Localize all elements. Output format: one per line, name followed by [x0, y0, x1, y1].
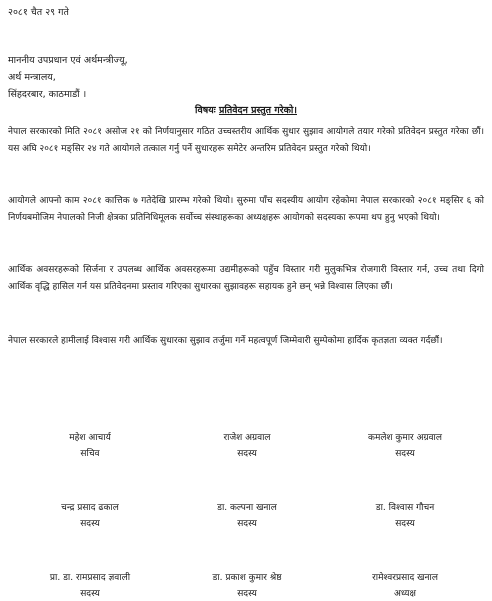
signatory-name: चन्द्र प्रसाद ढकाल [61, 503, 119, 513]
letter-date: २०८१ चैत २९ गते [8, 7, 69, 18]
signatory [15, 432, 165, 461]
signatory-role: सदस्य [237, 519, 257, 529]
signatory-name: डा. विश्वास गौचन [375, 503, 435, 513]
signatory-role: सदस्य [80, 519, 100, 529]
signatory-name: प्रा. डा. रामप्रसाद ज्ञवाली [49, 573, 131, 583]
signatory [172, 432, 322, 461]
signatory [330, 572, 480, 601]
signatory-name: महेश आचार्य [69, 433, 111, 443]
paragraph: आयोगले आफ्नो काम २०८१ कात्तिक ७ गतेदेखि प्रारम्भ गरेको थियो। सुरुमा पाँच सदस्यीय आयोग रहेकोमा नेपाल सरकारको २०८१ मङ्सिर ६ को निर्णयबमोजिम नेपालको निजी क्षेत्रका प्रतिनिधिमूलक सर्वोच्च संस्थाहरूका अध्यक्षहरू आयोगको सदस्यका रूपमा थप हुनु भएको थियो। [8, 196, 484, 223]
signatory-role: सदस्य [237, 449, 257, 459]
address-line: सिंहदरबार, काठमाडौं । [8, 89, 87, 100]
subject-label: विषयः [194, 105, 216, 116]
paragraph: आर्थिक अवसरहरूको सिर्जना र उपलब्ध आर्थिक अवसरहरूमा उद्यमीहरूको पहुँच विस्तार गरी मुलुकभित्र रोजगारी विस्तार गर्न, उच्च तथा दिगो आर्थिक वृद्धि हासिल गर्न यस प्रतिवेदनमा प्रस्ताव गरिएका सुधारका सुझावहरू सहायक हुने छन् भन्ने विश्वास लिएका छौं। [8, 265, 484, 292]
signatory [330, 432, 480, 461]
signatory [15, 572, 165, 601]
signatory-name: रामेश्वरप्रसाद खनाल [372, 573, 438, 583]
signatory [172, 572, 322, 601]
signatory [15, 502, 165, 531]
signatory-role: सचिव [80, 449, 100, 459]
signatory-name: राजेश अग्रवाल [223, 433, 271, 443]
paragraph: नेपाल सरकारको मिति २०८१ असोज २१ को निर्णयानुसार गठित उच्चस्तरीय आर्थिक सुधार सुझाव आयोगले तयार गरेको प्रतिवेदन प्रस्तुत गरेका छौं। यस अघि २०८१ मङ्सिर २४ गते आयोगले तत्काल गर्नु पर्ने सुधारहरू समेटेर अन्तरिम प्रतिवेदन प्रस्तुत गरेको थियो। [8, 127, 484, 154]
signatory [330, 502, 480, 531]
address-line: माननीय उपप्रधान एवं अर्थमन्त्रीज्यू, [8, 55, 128, 66]
recipient-address [8, 52, 128, 103]
paragraph: नेपाल सरकारले हामीलाई विश्वास गरी आर्थिक सुधारका सुझाव तर्जुमा गर्ने महत्वपूर्ण जिम्मेवारी सुम्पेकोमा हार्दिक कृतज्ञता व्यक्त गर्दछौं। [8, 336, 443, 346]
signatory-role: सदस्य [395, 449, 415, 459]
signatory [172, 502, 322, 531]
signatory-role: सदस्य [237, 589, 257, 599]
address-line: अर्थ मन्त्रालय, [8, 72, 56, 83]
signatory-role: सदस्य [80, 589, 100, 599]
signatory-name: कमलेश कुमार अग्रवाल [368, 433, 442, 443]
signatory-role: अध्यक्ष [394, 589, 416, 599]
subject-line [0, 105, 492, 117]
signatory-name: डा. प्रकाश कुमार श्रेष्ठ [212, 573, 282, 583]
signatory-name: डा. कल्पना खनाल [217, 503, 277, 513]
subject-text: प्रतिवेदन प्रस्तुत गरेको। [218, 105, 297, 116]
signatory-role: सदस्य [395, 519, 415, 529]
